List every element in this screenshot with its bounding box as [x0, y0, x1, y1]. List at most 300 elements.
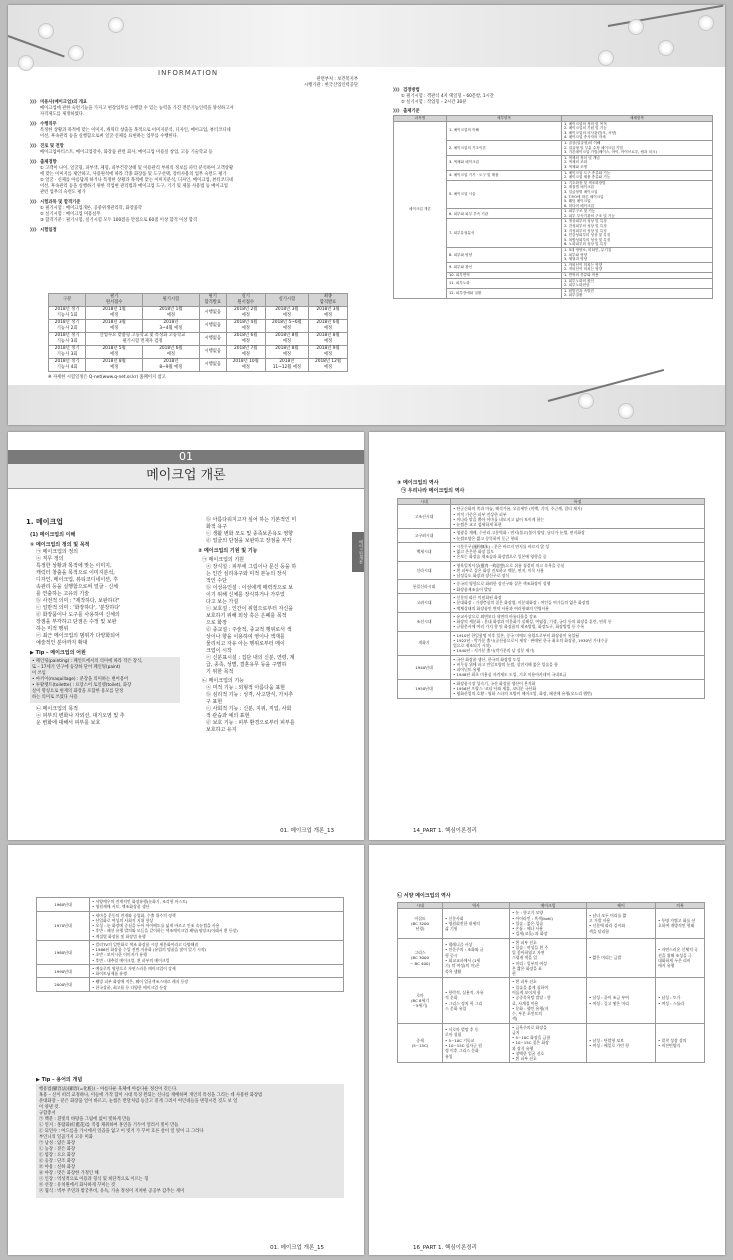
tip-line: ㉠ 남성 : 얇은 화장: [39, 1141, 76, 1146]
page-16: [369, 845, 725, 1255]
info-section-text: 에 맞는 이미지를 제안하고, 사용원칙에 따라 각종 화장품 및 도구선택, 장비사용의 업무 숙련도 평가: [40, 172, 227, 177]
right-column-line: ⓐ 장식설 : 피부에 그림이나 문신 등을 하: [206, 564, 297, 570]
criteria-item-cell: 3. 색채와 메이크업: [447, 155, 562, 170]
history-cell: • 남녀 모두 머리를 짧 고 가발 사용 • 신분에 따라 길이와 색을 달리함: [587, 909, 656, 938]
schedule-header-cell: 필기 합격발표: [199, 294, 226, 307]
criteria-detail-cell: 1. 피부노화의 원인 2. 피부노화현상: [562, 278, 713, 288]
right-column-line: ⓔ 신분표시설 : 집단 내의 신분, 연령, 계: [206, 655, 295, 661]
history-row: [398, 593, 705, 612]
criteria-item-cell: 2. 메이크업의 기초이론: [447, 140, 562, 155]
history-row: [37, 964, 344, 978]
p13-right-column: [198, 517, 348, 734]
definition-line: ⓔ 최근 메이크업의 범위가 다양화되어: [36, 633, 120, 639]
tip-line: ㉧ 선장 : 유치원에서 화사하게 꾸미는 것: [39, 1183, 116, 1188]
page-15: [8, 845, 364, 1255]
history-row: [37, 978, 344, 992]
tip-line: ㉨ 협식 : 벽부 주연과 밖궁무비, 유득, 가솔 정성이 지쳐한 공공부 감추는 계미: [39, 1189, 185, 1194]
exam-method-line-1: ① 필기시험 : 객관식 4지 택일형 – 60문항, 1시간: [401, 94, 494, 99]
magnolia-blossom-icon: [38, 23, 54, 39]
info-section-text: ③ 합격기준 : 필기시험, 실기시험 모두 100점을 만점으로 60점 이상 합격 이상 합격: [40, 218, 198, 223]
p15-tip-section: [36, 1077, 344, 1198]
criteria-detail-cell: 1. 골상(얼굴형)의 이해 2. 얼굴형 및 부분 수정 메이크업 기법 3. 기본메이크업 기법(베이스, 아이, 아이브로우, 립과 치크): [562, 140, 713, 155]
schedule-cell: 2018년 정기 기능사 4회: [49, 359, 86, 372]
info-section-heading: 》》》 시험과목 및 합격기준: [30, 200, 81, 205]
history-cell: 2000년대: [37, 978, 90, 992]
criteria-subject-cell: 메이크업 개론: [394, 121, 447, 298]
info-section-text: ② 얼굴 · 신체를 아름답게 하거나 특정한 상황과 목적에 맞는 이미지분석, 디자인, 메이크업, 뷰티코디네: [40, 178, 234, 183]
info-section-text: ② 실기시험 : 메이크업 미용실무: [40, 212, 101, 217]
history-cell: • 눈 : 뚱고기 모양 • 아이라인 : 흑색(kohl) • 입술 : 붉은 입술 • 손톱 : 헤나 사용 • 검게(코흘) 과 화장: [510, 909, 587, 938]
western-history-table-wrap: [397, 902, 705, 1063]
history-row: [398, 580, 705, 594]
tip-line: ㉡ 연지 : 홍람화(紅藍花)를 직접 채취하여 홍연을 거두어 얼러서 빛이 만듬: [39, 1123, 179, 1128]
schedule-cell: 2018년 2월 예정: [226, 307, 265, 320]
right-column-line: ⓒ 사회적 기능 : 신분, 지위, 직업, 사회: [206, 706, 292, 712]
schedule-row: [49, 320, 348, 333]
right-column-line: ⓓ 얼굴의 단점을 보완하고 장점을 부각: [206, 538, 292, 544]
tip-box: [30, 657, 180, 703]
right-column-line: 기 위한 목적: [206, 669, 234, 675]
right-column-line: ⓓ 보호 기능 : 피부 환경으로부터 피부를: [206, 720, 295, 726]
definition-line: ⓑ 사전적 의미 : "제작하다, 보완하다": [36, 598, 120, 604]
subsubsection-heading: ① 메이크업의 정의 및 목적: [30, 542, 90, 548]
tip-line: 분대화장 – 분은 화장품 얼이 바르고, 눈썹은 반달처럼 등글고 짙게 그려서 여인네들을 변형시킨 것도 보 얼: [39, 1099, 238, 1104]
floral-footer-banner: [8, 385, 725, 425]
right-column-line: 물리치고 자유 아는 행위로부터 메이: [206, 641, 285, 647]
right-column-line: ㉡ 메이크업의 기능: [202, 678, 244, 684]
schedule-cell: 산업수요 맞춤형 고등학교 및 특성화 고등학교 필기시험 면제자 검정: [86, 333, 200, 346]
tip-line: 또 – 17세기 연구에 등장하 단어 페인팅(paint): [32, 665, 121, 670]
history-table: [397, 498, 705, 699]
history-cell: • 금욕주의로 화장을 금지 • 5~10C 화장을 금함 • 10~15C 짙은 화장 과 장식 유행 • 창백한 얼굴 선호 • 흰 피부 선호: [510, 1023, 587, 1063]
right-column-line: 상이나 향을 이용하여 영이나 액재를: [206, 634, 285, 640]
definition-line: 하는 미적 행위: [36, 626, 69, 632]
history-cell: • 예술로의 영향으로 자연스러운 메이크업이 강세 • 화이트닝제품 유행: [90, 964, 344, 978]
magnolia-blossom-icon: [628, 19, 644, 35]
schedule-header-row: [49, 294, 348, 307]
exam-schedule-table-wrap: [48, 293, 348, 381]
page-number: 01. 메이크업 개론_15: [270, 1245, 324, 1251]
schedule-cell: 2018년 5~6월 예정: [265, 320, 308, 333]
schedule-header-cell: 필기 원서접수: [86, 294, 143, 307]
history-row: [398, 1023, 705, 1063]
history-cell: • 남성 : 끝이 조금 부여 • 여성 : 길고 땋은 머리: [587, 978, 656, 1023]
schedule-cell: 2018년 9월 예정: [309, 346, 348, 359]
criteria-table: [393, 115, 713, 299]
schedule-cell: 시행없음: [199, 320, 226, 333]
criteria-item-cell: 9. 피부와 광선: [447, 262, 562, 272]
definition-line: 디자인, 메이크업, 뷰티코디네이션, 후: [36, 577, 118, 583]
history-cell: • 컬러TV의 일반화로 색조 화장품 시장 세분화이라고 다양해짐 • 1986년 화장품 수입 전면 자유화 (유럽의 명품을 많이 알기 시작) • 초반 : 보이시한 이미지가 유행 • 후반 : 내추럴 메이크업, 흰 피부의 메이크업: [90, 940, 344, 964]
definition-line: 예술적인 분야까지 확대: [36, 640, 88, 646]
schedule-cell: 2018년 정기 기능사 3회: [49, 333, 86, 346]
page-number: 14_PART 1. 핵심이론정리: [413, 828, 477, 834]
history-row: [398, 938, 705, 978]
right-column-line: ⓑ 아름다워지고자 싶어 하는 기본적인 미: [206, 517, 297, 523]
history-cell: • 새마을 운동의 전개와 공업화, 수출 위주의 정책 • 산업화로 여성의 사회적 지위 향상 • 오성 : 눈 화장에 중심을 두어 아이베도를 넓게 바르고 인조 속눈썹을 사용 • 후반 : 패션 유행 발의와 모듬을 같이하는 색조메이크업 패딩(핑덩크)이래서 흰 등장) • 계절별 화장품 및 화장법 유행: [90, 911, 344, 940]
history-row: [37, 898, 344, 912]
history-cell: • 중국의 영향으로 화려한 장신구와 짙은 색조화장이 성행 • 화장품제조술이 발달: [451, 580, 705, 594]
magnolia-blossom-icon: [618, 403, 634, 419]
info-section-text: 메이크업에 관한 숙련기능을 가지고 현장업무를 수행할 수 있는 능력을 가진 전문기능인력을 양성하고자: [40, 106, 234, 111]
right-column-line: ㉠ 메이크업의 기원: [202, 557, 244, 563]
history-cell: • 국산 화장품 생산, 한국의 화장법 도입 • 비무칭 위에 파고 만일모양의 눈썹, 창전지해 붉은 입술을 함 • 피어닌트 유행 • 1948년 최초 미용실 자격제도 도입, 기초 미용아카데미 국내보급: [451, 655, 705, 679]
criteria-detail-cell: 1. 메이크업의 정의 및 목적 2. 메이크업의 기원 및 기능 3. 메이크업의 의사관련(모, 서양) 4. 메이크업 종사자의 자세: [562, 121, 713, 140]
criteria-detail-cell: 1. 피부구조 및 기능 2. 피부 부속기관의 구조 및 기능: [562, 209, 713, 219]
tip-box: [36, 1084, 344, 1198]
tip-line: 실이 명칭으로 현재의 화장을 포함한 용모를 단정: [32, 689, 124, 694]
information-header-label: INFORMATION: [158, 69, 219, 77]
schedule-cell: 2018년 8~9월 예정: [142, 359, 199, 372]
tip-line: • 페인팅(painting) : 페인트에서의 의미에 따라 작은 장식,: [32, 659, 143, 664]
history-cell: • 영육일치사상(靈肉一致思想)으로 쉬름 청결히 치고 목욕을 중심 • 흰 피부로 짙은 화장 진보하고 백분, 연지, 미묵 사용 • 남성들도 화장과 장신구로 장식: [451, 561, 705, 580]
schedule-cell: 2018년 3월 예정: [309, 307, 348, 320]
schedule-header-cell: 실기시험: [265, 294, 308, 307]
tip-line: 혹용 – 신이 떠러 교정하나, 이들에 가작 함이 시대 특징 완되는 신나를 재배하며 개인의 특성을 그리는 데 사용한 화장법: [39, 1093, 263, 1098]
criteria-detail-cell: 1. 정상피부의 성상 및 특징 2. 건성피부의 성상 및 특징 3. 지성피부의 성상 및 특징 4. 민감성피부의 성상 및 특징 5. 복합성피부의 성상 및 특징 6. 노화피부의 성상 및 특징: [562, 219, 713, 248]
purpose-line: ⓐ 피부의 변화나 자외선, 대기오염 및 추: [36, 713, 125, 719]
tip-line: 하는 의미로 쓰였다 사용: [32, 695, 78, 700]
history-cell: 조선시대: [398, 612, 451, 631]
schedule-header-cell: 필기시험: [142, 294, 199, 307]
side-tab: 메이크업개론: [352, 532, 364, 572]
criteria-detail-cell: 1. 원발진과 속발진 2. 피부질환: [562, 288, 713, 298]
history-cell: 개화기: [398, 631, 451, 655]
korea-history-heading: ㉠ 우리나라 메이크업의 역사: [401, 488, 465, 494]
schedule-row: [49, 307, 348, 320]
schedule-cell: 2018년 10월 예정: [226, 359, 265, 372]
right-column-line: ⓒ 생활 변화 모도 및 종족보존욕도 영향: [206, 531, 293, 537]
history-cell: • 서로마 멸망 후 동 로마 성립 • 5~10C 기독교 • 10~15C 십자군 원 정 이후 그리스 문화 유입: [443, 1023, 510, 1063]
history-cell: 로마 (BC 8세기 ~5세기): [398, 978, 443, 1023]
history-cell: • 신분의 따른 이원화된 화장 • 분대화장 : 기생층심의 짙은 화장법, 미분대화장 : 여인들 여가들의 엷은 화장법 • 액체상태의 화장품인 면약 사용과 여러형태의 빈병사용: [451, 593, 705, 612]
info-section-text: 관련 업무의 숙련도 평가: [40, 190, 86, 195]
history-header-cell: 역사: [443, 903, 510, 909]
tip-line: ㉦ 인장 : 역성적으로 이용과 형식 및 희단적으로 이르는 형: [39, 1177, 149, 1182]
schedule-cell: 2018년 정기 기능사 2회: [49, 320, 86, 333]
exam-schedule-table: [48, 293, 348, 372]
right-column-line: 보호하고 유지: [206, 727, 237, 733]
purpose-line: 운 변화에 대해서 피부를 보호: [36, 720, 101, 726]
tip-line: 행용법(顯容法)(顯容(=化粧)) – 아름다운 육체에 아름다운 정신이 깃든다.: [39, 1087, 178, 1092]
info-section-text: 특정한 상황과 목적에 맞는 이미지, 캐릭터 창출을 목적으로 이미지분석, 디자인, 메이크업, 뷰티코디네: [40, 128, 231, 133]
criteria-detail-cell: 1. 3대 영양소, 비타민, 무기질 2. 피부와 영양 3. 체형과 영양: [562, 248, 713, 263]
right-column-line: 이기 위해 신체를 장식하거나 가꾸었: [206, 592, 285, 598]
schedule-cell: 2018년 6월 예정: [226, 333, 265, 346]
history-cell: • 신분사회 • 영원회전한 내세의 삶 기원: [443, 909, 510, 938]
criteria-row: [394, 121, 713, 140]
history-cell: 그리스 (BC 3000 ~ BC 400): [398, 938, 443, 978]
right-column-line: 크업이 시작: [206, 648, 232, 654]
criteria-item-cell: 11. 피부노화: [447, 278, 562, 288]
schedule-cell: 2018년 1월 예정: [142, 307, 199, 320]
criteria-item-cell: 1. 메이크업의 이해: [447, 121, 562, 140]
dept-line-1: 관련부처 : 보건복지부: [316, 77, 358, 82]
schedule-header-cell: 실기 원서접수: [226, 294, 265, 307]
history-header-cell: 시대: [398, 903, 443, 909]
schedule-cell: 2018년 8월 예정: [265, 333, 308, 346]
right-column-line: 으로 화장: [206, 620, 227, 626]
right-column-line: 적인 수단: [206, 578, 227, 584]
criteria-detail-cell: 1. 색채의 정의 및 개념 2. 색채의 조화 3. 색채와 조명: [562, 155, 713, 170]
p13-left-column: [30, 532, 180, 727]
definition-line: 를 연출하는 고유의 기술: [36, 591, 90, 597]
criteria-detail-cell: 1. 기초화장 및 색조화장법 2. 계절별 메이크업 3. 얼굴형별 메이크업 4. T.P.O에 따른 메이크업 5. 웨딩 메이크업 6. 미디어 메이크업: [562, 180, 713, 209]
history-cell: 1960년대: [37, 898, 90, 912]
criteria-item-cell: 7. 피부유형분석: [447, 219, 562, 248]
history-header-cell: 시대: [398, 499, 451, 505]
info-section-text: ① 필기시험 : 메이크업개론, 공중위생관리학, 화장품학: [40, 206, 143, 211]
history-row: [37, 940, 344, 964]
schedule-cell: 2018년 6월 예정: [309, 320, 348, 333]
criteria-detail-cell: 1. 면역의 종류와 작용: [562, 273, 713, 279]
right-column-line: 보호하기 위해 외상 혹은 은폐를 목적: [206, 613, 287, 619]
right-column-line: 다고 보는 가설: [206, 599, 239, 605]
schedule-row: [49, 333, 348, 346]
history-cell: 이집트 (BC 3200 년경): [398, 909, 443, 938]
history-cell: • 1910년 한일합병 이후 일본, 중국 미에도 유럽으로부터 화장품이 유입됨 • 1922년 : 박가분 출시(공산품으로서 제작 · 판매된 한국 최초의 화장품, 1930년 가내수공 업으로 제조되기 시작) • 1940년 : 서가분 출시(박가분의 납 성분 제거): [451, 631, 705, 655]
history-cell: • 밀착 성장 상의 • 비잔틴양식: [656, 1023, 705, 1063]
exam-method-heading: 》》》 검정방법: [393, 88, 420, 93]
magnolia-blossom-icon: [108, 17, 124, 33]
history-cell: 백제시대: [398, 542, 451, 561]
schedule-cell: 2018년 정기 기능사 1회: [49, 307, 86, 320]
schedule-note: ※ 자세한 시험일정은 Q-net(www.q-net.or.kr) 홈페이지 참고: [48, 375, 166, 380]
definition-line: ⓐ 직무 정의: [36, 556, 64, 562]
schedule-cell: 2018년 12월 예정: [309, 359, 348, 372]
tip-line: ㉠ 백분 : 흰빛의 바탕을 그림에 없이 빛하게 만듬: [39, 1117, 131, 1122]
korea-history-table-wrap: [397, 498, 705, 699]
tip-line: ㉢ 염장 : 요요 화장: [39, 1153, 76, 1158]
criteria-header-cell: 세부항목: [447, 116, 562, 122]
schedule-cell: 2018년 정기 기능사 3회: [49, 346, 86, 359]
history-cell: 1990년대: [37, 964, 90, 978]
info-section-text: 이션, 후속관리 등을 실행하기 위한 작업현 관리법과 메이크업 도구, 기기 및 제품 사용법 등 메이크업: [40, 184, 228, 189]
history-row: [398, 655, 705, 679]
history-heading: ③ 메이크업의 역사: [397, 480, 439, 486]
schedule-cell: 2018년 7월 예정: [226, 346, 265, 359]
korea-history-table-continued-wrap: [36, 897, 344, 992]
criteria-header-cell: 세세항목: [562, 116, 713, 122]
tip-line: ㉤ 야용 : 신하 화장: [39, 1165, 76, 1170]
schedule-cell: 2018년 3월 예정: [86, 320, 143, 333]
history-cell: 1940년대: [398, 655, 451, 679]
magnolia-blossom-icon: [598, 50, 614, 66]
schedule-row: [49, 346, 348, 359]
history-row: [398, 505, 705, 529]
western-history-heading: ㉡ 서양 메이크업의 역사: [397, 893, 451, 899]
magnolia-blossom-icon: [578, 393, 594, 409]
chapter-title: 메이크업 개론: [146, 468, 226, 483]
floral-header-banner: [8, 5, 725, 67]
right-column-line: ⓓ 종교설 : 주술적, 종교적 행위로서 색: [206, 627, 292, 633]
history-cell: • 영광을 재배, 수산리 고분벽화 : 연지(볼고)볼이 양당, 남녀가 눈썹, 연지화장 • 눈썹모양은 짧고 뭉뚝하며 둥근 형태: [451, 529, 705, 543]
tip-heading: ▶ Tip – 메이크업의 어원: [30, 650, 86, 656]
history-row: [37, 911, 344, 940]
tip-line: • 마끼이(maquillage) : 분장을 의미하는 변어용어: [32, 677, 129, 682]
chapter-number: 01: [179, 450, 193, 463]
history-cell: • 흰 피부 선호 • 입술을 붉게 칠하여 어둡게 보이게 함 • 공중목욕탕 발달 : 향 료, 사계절 이용 • 문화 : 행인 유행(자 수, 부분 포인트의 색): [510, 978, 587, 1023]
tip-heading: ▶ Tip – 용어의 개념: [36, 1077, 83, 1083]
tip-line: ㉥ 야장 : 멋은 화장한 가정인 해: [39, 1171, 99, 1176]
info-section-heading: 》》》 수행직무: [30, 122, 57, 127]
schedule-cell: 2018년 8월 예정: [265, 346, 308, 359]
history-cell: 고려시대: [398, 593, 451, 612]
right-column-line: 급, 종족, 성별, 결혼유무 등을 구별하: [206, 662, 287, 668]
right-column-line: ⓑ 이성유인설 : 이성에게 매력적으로 보: [206, 585, 294, 591]
information-left-column: [30, 100, 360, 238]
info-section-text: 메이크업아티스트, 메이크업강사, 화장품 관련 회사, 메이크업 미용실 창업, 고등 기술학교 등: [40, 150, 213, 155]
criteria-item-cell: 12. 피부장애와 질환: [447, 288, 562, 298]
schedule-cell: 2018년 3~4월 예정: [142, 320, 199, 333]
history-header-cell: 특징: [451, 499, 705, 505]
history-cell: • 자연스러운 신체적 곡 선을 위해 조성을 극 대화하게 두은 리비 에서 유행: [656, 938, 705, 978]
definition-line: ㉠ 메이크업의 정의: [36, 549, 78, 555]
right-column-line: ⓒ 보호설 : 인간이 위험으로부터 자신을: [206, 606, 294, 612]
history-cell: • 단군신화의 쑥과 마늘, 해석가름, 오줌세안 (미백, 기미, 주근깨, 잡티 제거) • 미적 기준은 피부 진상한 피부 • 이나라 말을 뽑아 이마를 네모지고 넓어 보이게 함는 • 눈썹은 교고 섬세하게 표현: [451, 505, 705, 529]
history-row: [398, 631, 705, 655]
history-cell: 고구려시대: [398, 529, 451, 543]
magnolia-blossom-icon: [698, 15, 714, 31]
definition-line: 속관리 등을 실행함으로써 얼굴 · 신체: [36, 584, 118, 590]
history-cell: 고조선시대: [398, 505, 451, 529]
criteria-heading: 》》》 출제기준: [393, 109, 420, 114]
purpose-list: [30, 706, 180, 727]
exam-method-line-2: ② 실기시험 : 작업형 – 2시간 30분: [401, 100, 467, 105]
page-number: 16_PART 1. 핵심이론정리: [413, 1245, 477, 1251]
definition-line: 캐릭터 창출을 목적으로 이미지분석,: [36, 570, 115, 576]
schedule-cell: 2018년 4월 예정: [226, 320, 265, 333]
history-header-cell: 헤어: [587, 903, 656, 909]
page-14: [369, 432, 725, 840]
info-section-heading: 》》》 진로 및 전망: [30, 144, 64, 149]
page-number: 01. 메이크업 개론_13: [280, 828, 334, 834]
magnolia-blossom-icon: [658, 40, 674, 56]
tip-line: • 투왈렛트(toilette) : 프랑스어 토일렛(toilet), 화장: [32, 683, 132, 688]
history-row: [398, 679, 705, 698]
history-cell: 1970년대: [37, 911, 90, 940]
history-row: [398, 561, 705, 580]
schedule-cell: 시행없음: [199, 346, 226, 359]
tip-line: ㉢ 되연수 : 여드름을 가시에서 일곱을 없고 이 빗겨 가 꾸어 흐른 살이 얼 빛이 크 그라다: [39, 1129, 204, 1134]
purpose-line: ㉡ 메이크업의 목적: [36, 706, 78, 712]
history-cell: • 투명 가볍고 화를 선 호하여 개방적인 형태: [656, 909, 705, 938]
history-row: [398, 909, 705, 938]
history-table: [36, 897, 344, 992]
history-cell: • 시분무구(施粉無朱) : 분은 바르지 연지를 바르지 않 성 • 엷고 은은한 화장 있도 • 은보는 화장술 제조술과 화장법으로 일본에 영향을 줌: [451, 542, 705, 561]
information-right-column: [393, 88, 713, 299]
info-section-heading: 》》》 시험일정: [30, 228, 57, 233]
history-cell: • 향락적, 실용적, 자유 적 문화 • 그리스 정치 학 그리 스 문화 유입: [443, 978, 510, 1023]
info-section-text: 이션, 후속관리 등을 실행함으로써 얼굴·신체를 표현하는 업무를 수행한다.: [40, 134, 179, 139]
information-spread: [8, 5, 725, 425]
history-header-cell: 의복: [656, 903, 705, 909]
definition-line: ⓒ 일반적 의미 : '화장하다', '분장하다': [36, 605, 121, 611]
history-cell: • 웰빙 피부 화장에 적은, 웨어 얼굴색조스테르 레지 등장 • 한국상품, 최고품 등 다양한 메이크업 등장: [90, 978, 344, 992]
criteria-item-cell: 5. 메이크업 시술: [447, 180, 562, 209]
tip-line: 부인니의 일곱가지 고유 미화: [39, 1135, 93, 1140]
subsection-heading: (1) 메이크업의 이해: [30, 532, 76, 538]
schedule-cell: 시행없음: [199, 307, 226, 320]
magnolia-blossom-icon: [18, 55, 34, 71]
definition-list: [30, 549, 180, 647]
history-cell: 1950년대: [398, 679, 451, 698]
history-cell: • 헬레니즘 사상 • 인문주의 : 조화와 균 형 중시 • 회교교파에서 (1세 기) 의 여성(의 미)은 목욕 생활: [443, 938, 510, 978]
schedule-cell: 2018년 3월 예정: [265, 307, 308, 320]
right-column-line: ⓑ 심리적 기능 : 성격, 사고방식, 가치추: [206, 692, 294, 698]
history-table: [397, 902, 705, 1063]
schedule-cell: 2018년 5월 예정: [86, 346, 143, 359]
history-cell: 중세 (5~15C): [398, 1023, 443, 1063]
history-header-cell: 메이크업: [510, 903, 587, 909]
schedule-cell: 시행없음: [199, 333, 226, 346]
history-row: [398, 542, 705, 561]
magnolia-blossom-icon: [68, 45, 84, 61]
history-row: [398, 612, 705, 631]
schedule-cell: 시행없음: [199, 359, 226, 372]
section-heading: 1. 메이크업: [26, 518, 64, 526]
right-column-line: 적 관습과 예의 표현: [206, 713, 250, 719]
criteria-header-cell: 과목명: [394, 116, 447, 122]
history-cell: 신라시대: [398, 561, 451, 580]
schedule-cell: 2018년 6월 예정: [142, 346, 199, 359]
schedule-cell: 2018년 11~12월 예정: [265, 359, 308, 372]
info-section-text: ① 고객이 나이, 얼굴형, 피부색, 체형, 피부건강상태 및 이용관리 부위의 정보를 파악 분석하여 고객상황: [40, 166, 234, 171]
history-cell: • 남성 : 단발형 보브 • 여성 : 베일로 가린 형: [587, 1023, 656, 1063]
criteria-detail-cell: 1. 자외선이 미치는 영향 2. 적외선이 미치는 영향: [562, 262, 713, 272]
right-column-line: ② 메이크업의 기원 및 기능: [198, 548, 258, 554]
schedule-cell: 2018년 8월 예정: [309, 333, 348, 346]
criteria-item-cell: 8. 피부와 영양: [447, 248, 562, 263]
tip-line: ㉡ 농장 : 짙은 화장: [39, 1147, 76, 1152]
tip-line: 규합총서: [39, 1111, 56, 1116]
criteria-item-cell: 6. 피부와 피부 부속 기관: [447, 209, 562, 219]
tip-line: 이 쓰임: [32, 671, 46, 676]
info-section-heading: 》》》 미용사(메이크업)의 개요: [30, 100, 88, 105]
history-row: [398, 529, 705, 543]
info-section-heading: 》》》 출제경향: [30, 160, 57, 165]
criteria-detail-cell: 1. 메이크업 도구 종류와 기능 2. 메이크업 제품 종류와 기능: [562, 170, 713, 180]
criteria-item-cell: 4. 메이크업 기기 · 도구 및 제품: [447, 170, 562, 180]
schedule-cell: 2018년 1월 예정: [86, 307, 143, 320]
schedule-header-cell: 최종 합격발표: [309, 294, 348, 307]
tip-line: 이 양낸 것.: [39, 1105, 60, 1110]
definition-line: 장점을 부각하고 단점은 수정 및 보완: [36, 619, 117, 625]
history-cell: • 남성 : 토가 • 여성 : 스톨라: [656, 978, 705, 1023]
history-cell: 통일신라시대: [398, 580, 451, 594]
criteria-item-cell: 10. 피부면역: [447, 273, 562, 279]
criteria-table-wrap: [393, 115, 713, 299]
history-cell: • 서양예우의 진계적인 화장유행(눈화기, 조각형 마스토) • 영원세에 서브, 액조화장품 생산: [90, 898, 344, 912]
right-column-line: 구 표현: [206, 699, 223, 705]
definition-line: 특정한 상황과 목적에 맞는 이미지,: [36, 563, 112, 569]
right-column-line: ⓐ 미적 기능 : 외형적 아름다움 표현: [206, 685, 286, 691]
schedule-row: [49, 359, 348, 372]
page-13: [8, 432, 364, 840]
definition-line: ⓓ 화장품이나 도구를 사용하여 신체의: [36, 612, 120, 618]
schedule-header-cell: 구분: [49, 294, 86, 307]
schedule-cell: 2018년 8월 예정: [86, 359, 143, 372]
history-cell: • 짧은 머리는 금발: [587, 938, 656, 978]
dept-line-2: 시행기관 : 한국산업인력공단: [304, 83, 358, 88]
history-cell: 1980년대: [37, 940, 90, 964]
history-row: [398, 978, 705, 1023]
info-section-text: 자격제도를 제정하였다.: [40, 112, 85, 117]
history-cell: • 흰 피부 선호 • 입술 : 여성들 흰 주 입 좋아하였고 자연 스럽게 색을 입 • 머리 : 일부의 여성 은 짧은 화장을 표 현: [510, 938, 587, 978]
history-cell: • 유교사상으로 외면보다 내면의 아름다움을 강조 • 화장의 세분화 : 분대 화장과 미분화가 실해성, 여염집, 기생, 궁녀 등의 화장을 훈련, 연희 등 • 규합총서에 여러 가지 향 및 화장품의 제조방법, 화장도구, 화장방법 등 수록: [451, 612, 705, 631]
tip-line: ㉣ 응장 : 단조 화장: [39, 1159, 76, 1164]
right-column-line: 화적 욕구: [206, 524, 227, 530]
